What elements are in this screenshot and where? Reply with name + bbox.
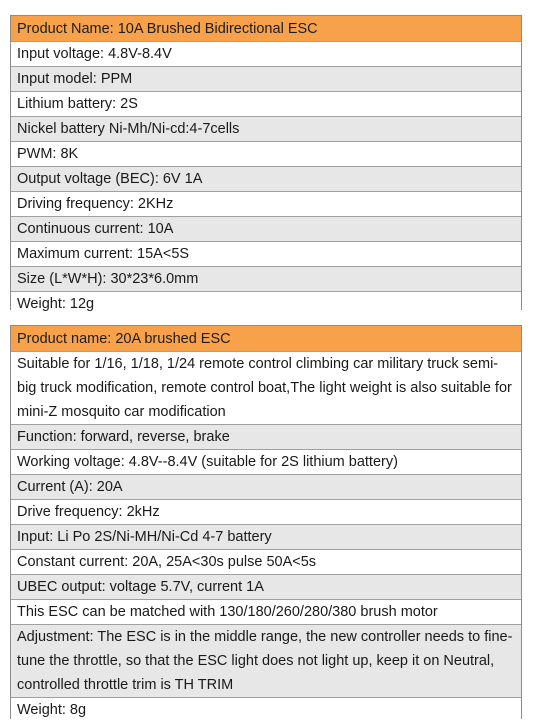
table-row: UBEC output: voltage 5.7V, current 1A (11, 575, 521, 600)
table-row: Input: Li Po 2S/Ni-MH/Ni-Cd 4-7 battery (11, 525, 521, 550)
spec-table-10a-esc (10, 15, 522, 310)
table-row: Continuous current: 10A (11, 217, 521, 242)
table-row: Weight: 8g (11, 698, 521, 722)
table-row: Constant current: 20A, 25A<30s pulse 50A<5s (11, 550, 521, 575)
table-row: Current (A): 20A (11, 475, 521, 500)
table-row: Size (L*W*H): 30*23*6.0mm (11, 267, 521, 292)
table-row: Input model: PPM (11, 67, 521, 92)
table-row: Working voltage: 4.8V--8.4V (suitable for 2S lithium battery) (11, 450, 521, 475)
table-header: Product Name: 10A Brushed Bidirectional ESC (11, 16, 521, 42)
table-row: Output voltage (BEC): 6V 1A (11, 167, 521, 192)
spec-table-20a-esc (10, 325, 522, 719)
table-row: Input voltage: 4.8V-8.4V (11, 42, 521, 67)
table-row: Adjustment: The ESC is in the middle range, the new controller needs to fine-tune the throttle, so that the ESC light does not light up, keep it on Neutral, controlled throttle trim is TH TRIM (11, 625, 521, 698)
table-row: This ESC can be matched with 130/180/260/280/380 brush motor (11, 600, 521, 625)
table-row: Suitable for 1/16, 1/18, 1/24 remote control climbing car military truck semi-big truck modification, remote control boat,The light weight is also suitable for mini-Z mosquito car modification (11, 352, 521, 425)
table-row: Driving frequency: 2KHz (11, 192, 521, 217)
table-row: Lithium battery: 2S (11, 92, 521, 117)
table-row: Nickel battery Ni-Mh/Ni-cd:4-7cells (11, 117, 521, 142)
table-row: Drive frequency: 2kHz (11, 500, 521, 525)
table-header: Product name: 20A brushed ESC (11, 326, 521, 352)
table-row: Weight: 12g (11, 292, 521, 316)
table-row: PWM: 8K (11, 142, 521, 167)
table-row: Maximum current: 15A<5S (11, 242, 521, 267)
table-row: Function: forward, reverse, brake (11, 425, 521, 450)
